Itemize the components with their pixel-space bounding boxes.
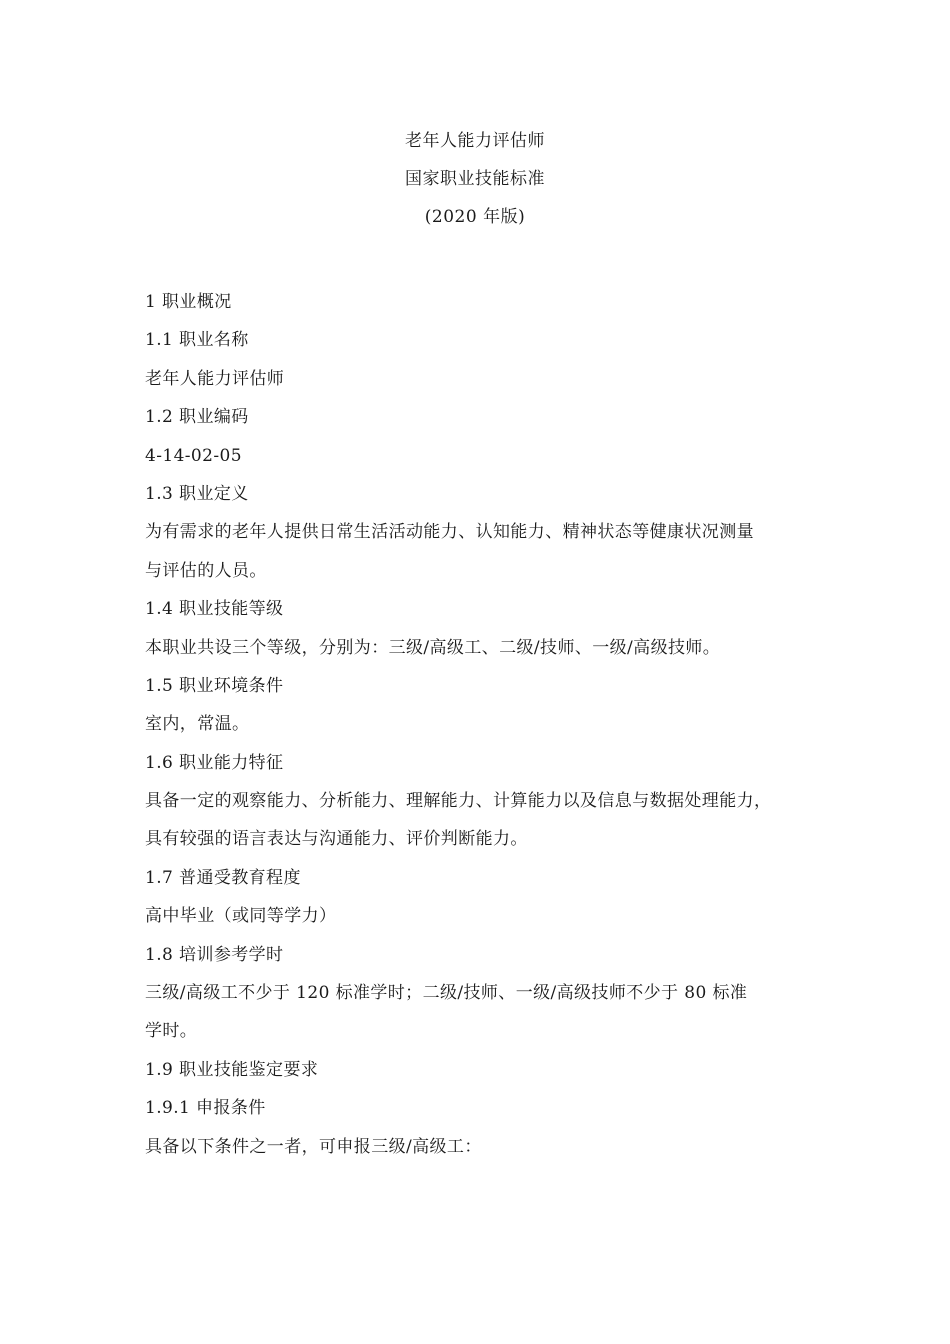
paragraph-training-line-1: 三级/高级工不少于 120 标准学时；二级/技师、一级/高级技师不少于 80 标准 (145, 983, 748, 1004)
paragraph-application-conditions: 具备以下条件之一者，可申报三级/高级工： (145, 1136, 482, 1157)
paragraph-education: 高中毕业（或同等学力） (145, 906, 337, 927)
paragraph-occupation-code: 4-14-02-05 (145, 445, 242, 466)
document-title-block (0, 128, 950, 242)
section-heading-1-8: 1.8 培训参考学时 (145, 944, 284, 965)
paragraph-definition-line-2: 与评估的人员。 (145, 560, 267, 581)
paragraph-training-line-2: 学时。 (145, 1021, 198, 1042)
document-body (145, 283, 810, 1166)
paragraph-occupation-name: 老年人能力评估师 (145, 368, 285, 389)
section-heading-1-2: 1.2 职业编码 (145, 407, 249, 428)
paragraph-ability-line-1: 具备一定的观察能力、分析能力、理解能力、计算能力以及信息与数据处理能力， (145, 791, 772, 812)
paragraph-environment: 室内，常温。 (145, 714, 250, 735)
document-title: 老年人能力评估师 (405, 131, 545, 151)
paragraph-ability-line-2: 具有较强的语言表达与沟通能力、评价判断能力。 (145, 829, 528, 850)
section-heading-1-9-1: 1.9.1 申报条件 (145, 1098, 266, 1119)
section-heading-1: 1 职业概况 (145, 292, 232, 312)
section-heading-1-3: 1.3 职业定义 (145, 483, 249, 504)
section-heading-1-7: 1.7 普通受教育程度 (145, 867, 301, 888)
section-heading-1-6: 1.6 职业能力特征 (145, 752, 284, 773)
section-heading-1-4: 1.4 职业技能等级 (145, 599, 284, 620)
document-subtitle: 国家职业技能标准 (405, 169, 545, 189)
section-heading-1-1: 1.1 职业名称 (145, 330, 249, 351)
paragraph-definition-line-1: 为有需求的老年人提供日常生活活动能力、认知能力、精神状态等健康状况测量 (145, 522, 754, 543)
paragraph-skill-levels: 本职业共设三个等级，分别为：三级/高级工、二级/技师、一级/高级技师。 (145, 637, 721, 658)
section-heading-1-5: 1.5 职业环境条件 (145, 675, 284, 696)
section-heading-1-9: 1.9 职业技能鉴定要求 (145, 1059, 319, 1080)
document-edition: (2020 年版) (424, 207, 526, 227)
